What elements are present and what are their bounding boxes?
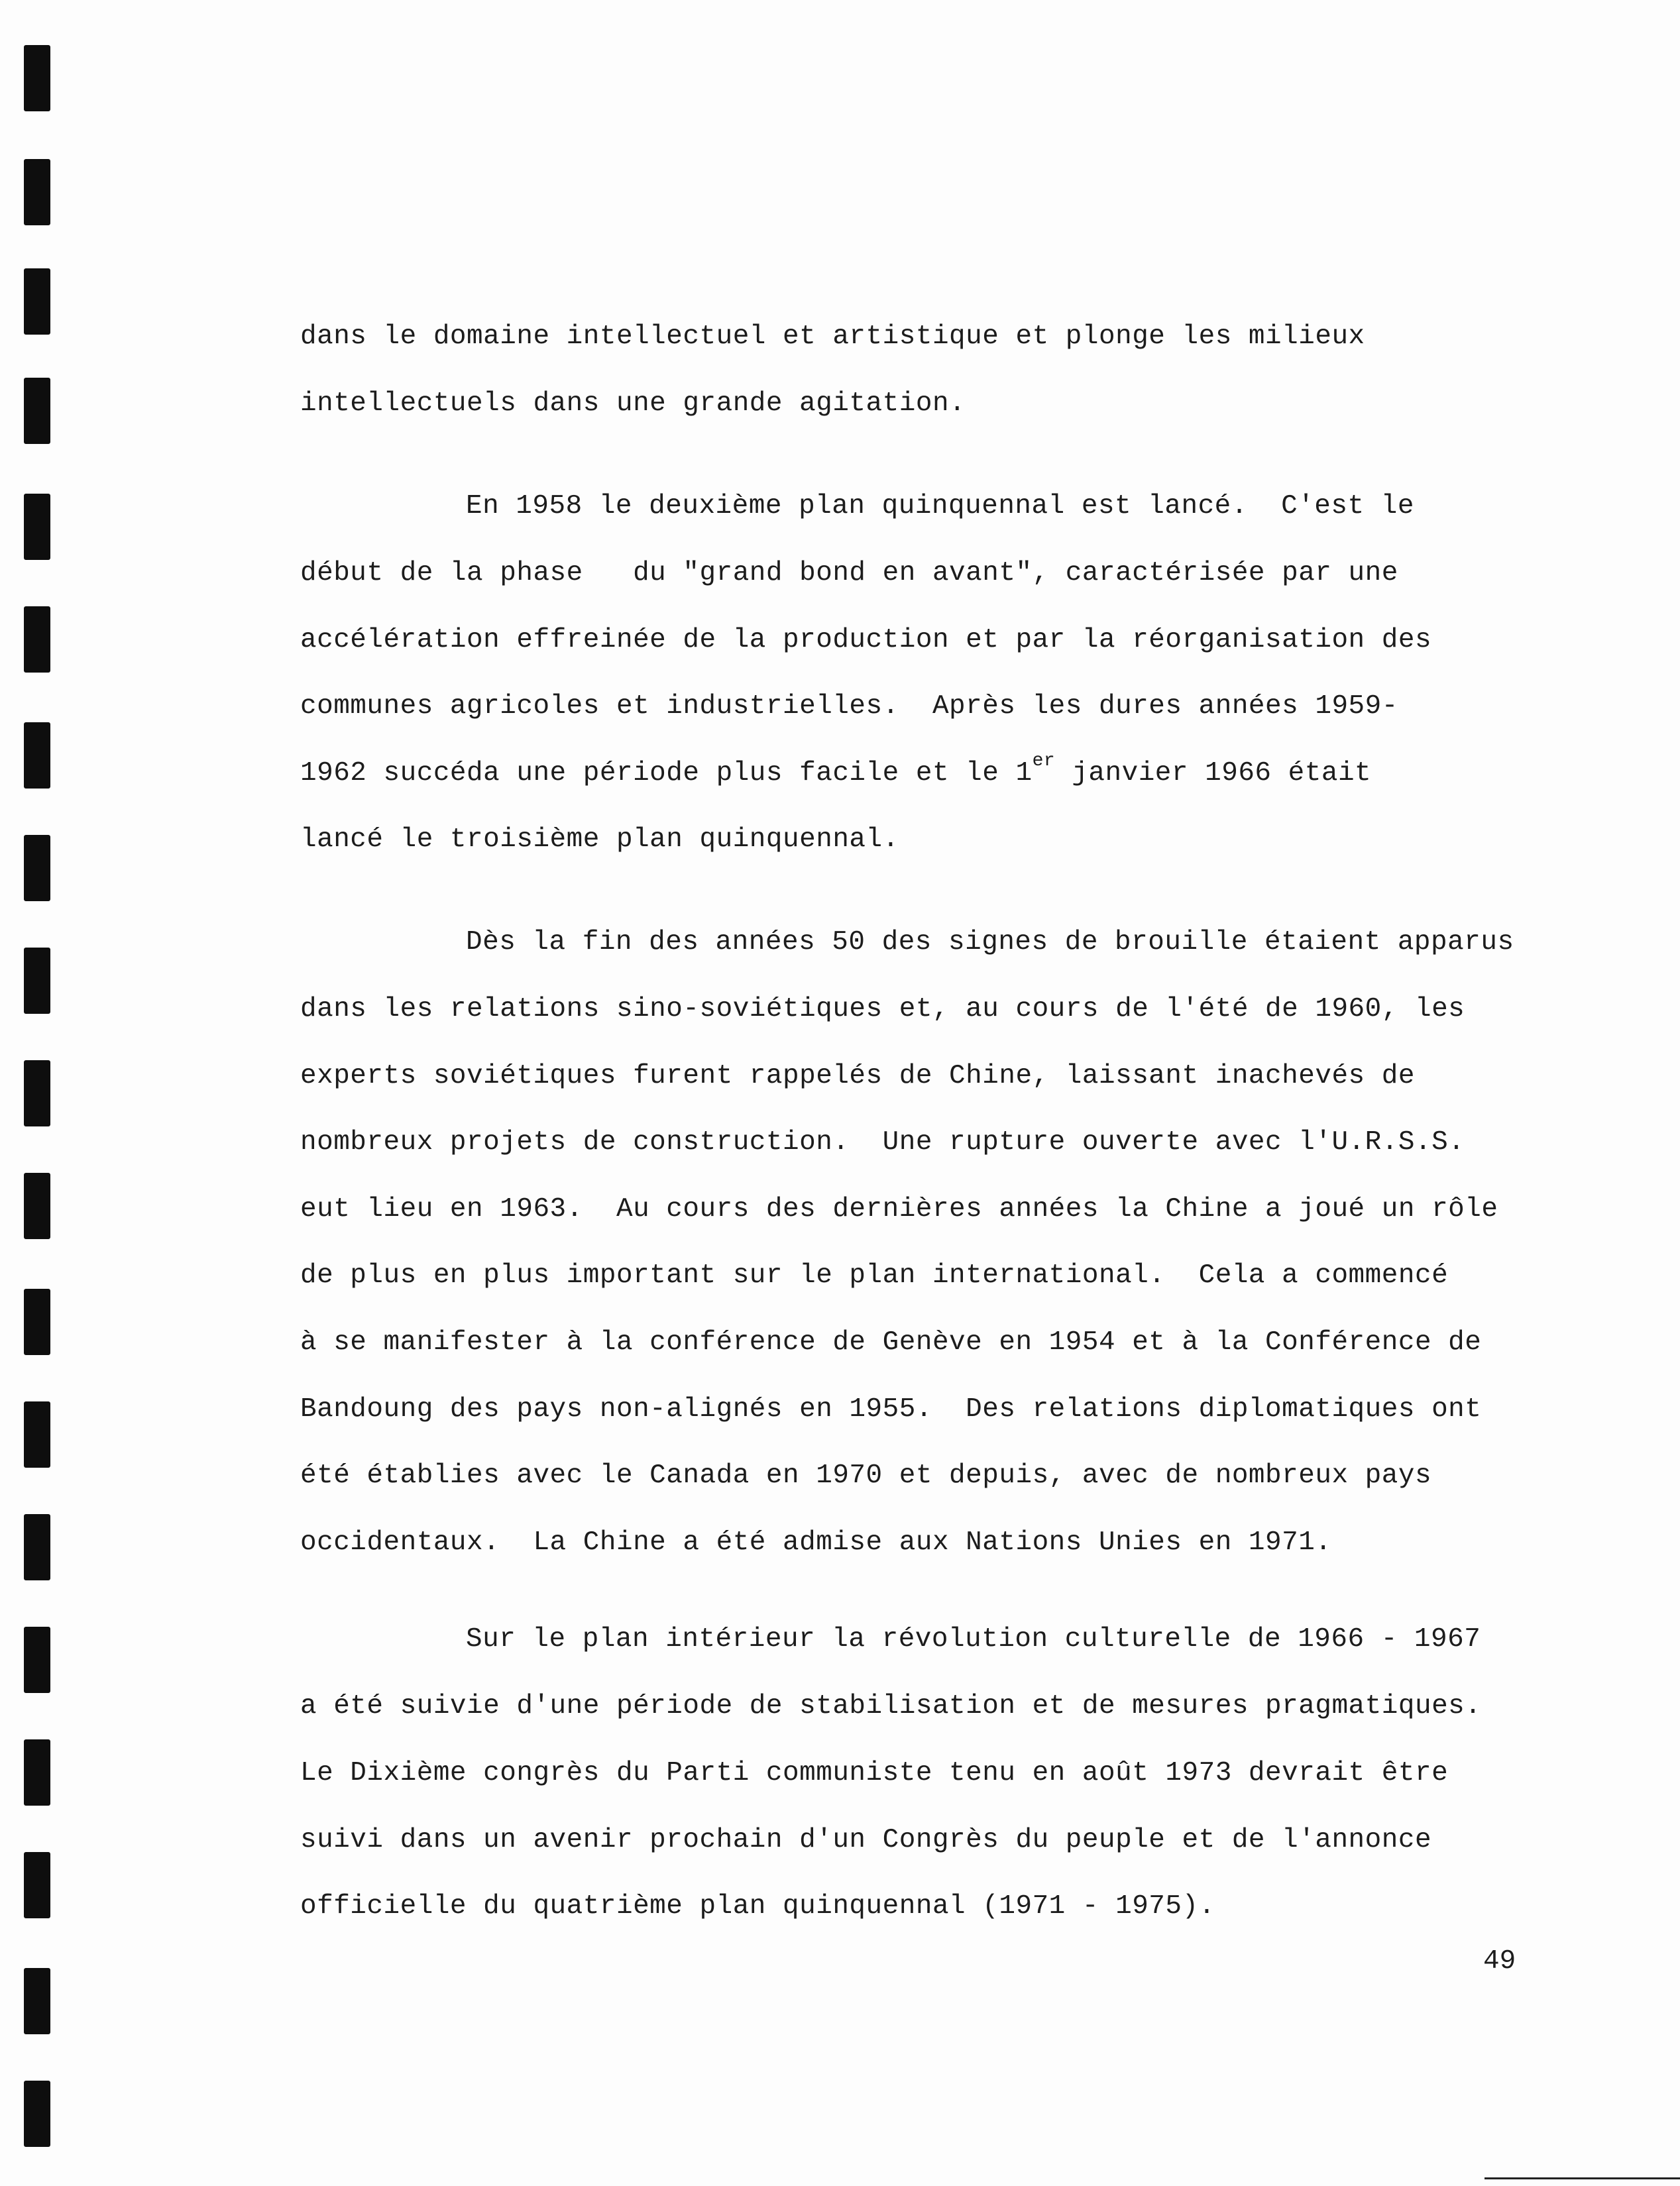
- binder-mark: [24, 45, 50, 111]
- binder-mark: [24, 1401, 50, 1468]
- paragraph-2-line-4: communes agricoles et industrielles. Après les dures années 1959-: [300, 691, 1398, 722]
- binder-mark: [24, 378, 50, 444]
- paragraph-2-line-5: [300, 751, 1372, 789]
- paragraph-3-line-1: Dès la fin des années 50 des signes de brouille étaient apparus: [466, 927, 1514, 957]
- binder-mark: [24, 606, 50, 673]
- binder-mark: [24, 948, 50, 1014]
- binder-mark: [24, 1060, 50, 1126]
- paragraph-3-line-3: experts soviétiques furent rappelés de Chine, laissant inachevés de: [300, 1061, 1415, 1091]
- superscript: er: [1032, 751, 1056, 771]
- paragraph-3-line-8: Bandoung des pays non-alignés en 1955. Des relations diplomatiques ont: [300, 1394, 1482, 1425]
- binder-mark: [24, 494, 50, 560]
- paragraph-4-line-4: suivi dans un avenir prochain d'un Congrès du peuple et de l'annonce: [300, 1825, 1432, 1855]
- binder-mark: [24, 1514, 50, 1580]
- bottom-rule: [1484, 2177, 1680, 2179]
- binder-mark: [24, 835, 50, 901]
- binder-mark: [24, 722, 50, 789]
- line-text: janvier 1966 était: [1055, 758, 1372, 789]
- binder-mark: [24, 1852, 50, 1918]
- binder-mark: [24, 1289, 50, 1355]
- paragraph-3-line-10: occidentaux. La Chine a été admise aux Nations Unies en 1971.: [300, 1527, 1332, 1558]
- paragraph-4-line-3: Le Dixième congrès du Parti communiste tenu en août 1973 devrait être: [300, 1758, 1449, 1788]
- binder-mark: [24, 2081, 50, 2147]
- binder-mark: [24, 1627, 50, 1693]
- binder-mark: [24, 268, 50, 335]
- binder-mark: [24, 159, 50, 225]
- paragraph-3-line-6: de plus en plus important sur le plan international. Cela a commencé: [300, 1260, 1449, 1291]
- paragraph-2-line-3: accélération effreinée de la production et par la réorganisation des: [300, 625, 1432, 655]
- paragraph-3-line-4: nombreux projets de construction. Une rupture ouverte avec l'U.R.S.S.: [300, 1127, 1465, 1158]
- paragraph-4-line-1: Sur le plan intérieur la révolution culturelle de 1966 - 1967: [466, 1624, 1481, 1655]
- paragraph-3-line-2: dans les relations sino-soviétiques et, au cours de l'été de 1960, les: [300, 994, 1465, 1024]
- paragraph-3-line-5: eut lieu en 1963. Au cours des dernières années la Chine a joué un rôle: [300, 1194, 1498, 1225]
- paragraph-3-line-9: été établies avec le Canada en 1970 et depuis, avec de nombreux pays: [300, 1460, 1432, 1491]
- paragraph-4-line-2: a été suivie d'une période de stabilisation et de mesures pragmatiques.: [300, 1691, 1482, 1721]
- line-text: 1962 succéda une période plus facile et le 1: [300, 758, 1033, 789]
- page-number: 49: [1483, 1946, 1516, 1977]
- paragraph-2-line-2: début de la phase du "grand bond en avant", caractérisée par une: [300, 558, 1398, 588]
- paragraph-1-line-1: dans le domaine intellectuel et artistique et plonge les milieux: [300, 321, 1365, 352]
- binder-mark: [24, 1173, 50, 1239]
- paragraph-1-line-2: intellectuels dans une grande agitation.: [300, 388, 966, 419]
- paragraph-2-line-6: lancé le troisième plan quinquennal.: [300, 824, 899, 855]
- binder-mark: [24, 1739, 50, 1806]
- paragraph-3-line-7: à se manifester à la conférence de Genève en 1954 et à la Conférence de: [300, 1327, 1482, 1358]
- paragraph-2-line-1: En 1958 le deuxième plan quinquennal est lancé. C'est le: [466, 491, 1414, 521]
- binder-mark: [24, 1968, 50, 2034]
- paragraph-4-line-5: officielle du quatrième plan quinquennal (1971 - 1975).: [300, 1891, 1215, 1922]
